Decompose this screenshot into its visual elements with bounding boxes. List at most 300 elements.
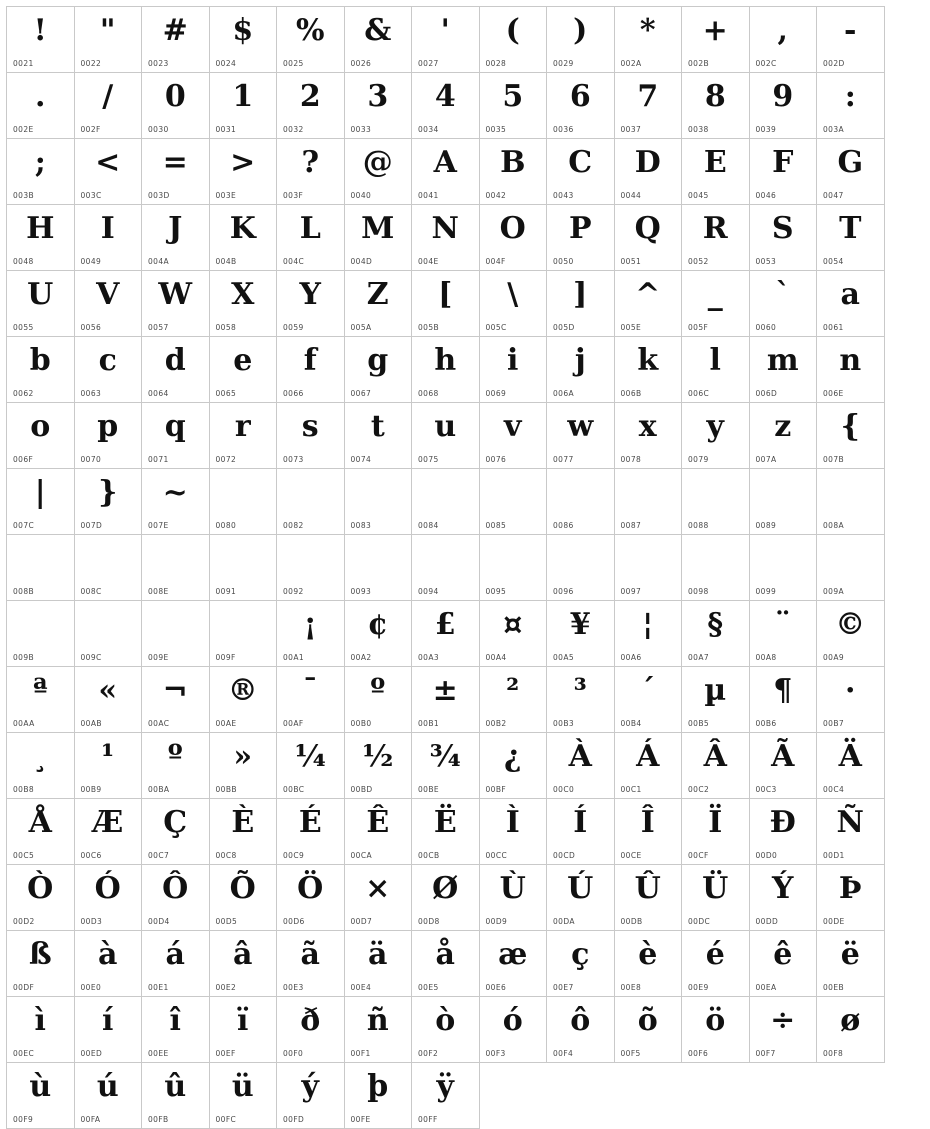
glyph-character: Ã <box>771 739 795 774</box>
glyph-cell[interactable] <box>210 997 278 1063</box>
glyph-codepoint: 0051 <box>620 257 642 266</box>
glyph-character: U <box>27 277 54 312</box>
glyph-codepoint: 00B2 <box>485 719 507 728</box>
glyph-cell[interactable] <box>142 337 210 403</box>
glyph-cell[interactable] <box>682 799 750 865</box>
glyph-cell[interactable] <box>750 271 818 337</box>
glyph-codepoint: 00E8 <box>620 983 642 992</box>
glyph-codepoint: 003A <box>823 125 845 134</box>
glyph-cell[interactable] <box>412 403 480 469</box>
glyph-cell[interactable] <box>345 865 413 931</box>
glyph-cell[interactable] <box>345 205 413 271</box>
glyph-cell[interactable] <box>817 667 885 733</box>
glyph-cell[interactable] <box>345 667 413 733</box>
glyph-character: Ê <box>366 805 390 840</box>
glyph-character: ß <box>28 937 52 972</box>
glyph-cell[interactable] <box>75 667 143 733</box>
glyph-cell[interactable] <box>615 733 683 799</box>
glyph-cell[interactable] <box>615 799 683 865</box>
glyph-cell[interactable] <box>750 139 818 205</box>
glyph-cell[interactable] <box>210 73 278 139</box>
glyph-cell[interactable] <box>480 73 548 139</box>
glyph-codepoint: 005C <box>485 323 507 332</box>
glyph-cell[interactable] <box>817 469 885 535</box>
glyph-character: Ö <box>297 871 324 906</box>
glyph-codepoint: 00B7 <box>823 719 845 728</box>
glyph-cell[interactable] <box>412 469 480 535</box>
glyph-codepoint: 00E4 <box>350 983 372 992</box>
glyph-cell[interactable] <box>345 601 413 667</box>
glyph-character: ¯ <box>302 673 318 708</box>
glyph-codepoint: 00FA <box>80 1115 101 1124</box>
glyph-cell[interactable] <box>615 7 683 73</box>
glyph-cell[interactable] <box>547 73 615 139</box>
glyph-codepoint: 00C9 <box>283 851 305 860</box>
glyph-cell[interactable] <box>817 799 885 865</box>
glyph-character: 3 <box>367 79 389 114</box>
glyph-cell[interactable] <box>7 733 75 799</box>
glyph-cell[interactable] <box>547 139 615 205</box>
glyph-cell[interactable] <box>547 931 615 997</box>
glyph-character: ± <box>432 673 458 708</box>
glyph-codepoint: 0035 <box>485 125 507 134</box>
glyph-cell[interactable] <box>7 139 75 205</box>
glyph-cell[interactable] <box>210 7 278 73</box>
glyph-cell[interactable] <box>817 139 885 205</box>
glyph-cell[interactable] <box>817 271 885 337</box>
glyph-cell[interactable] <box>682 535 750 601</box>
glyph-cell[interactable] <box>412 271 480 337</box>
glyph-cell[interactable] <box>75 205 143 271</box>
glyph-cell[interactable] <box>817 535 885 601</box>
glyph-cell[interactable] <box>142 205 210 271</box>
glyph-character: ã <box>300 937 320 972</box>
glyph-codepoint: 0064 <box>148 389 169 398</box>
glyph-codepoint: 007B <box>823 455 845 464</box>
glyph-codepoint: 0087 <box>620 521 642 530</box>
glyph-cell[interactable] <box>412 73 480 139</box>
glyph-cell[interactable] <box>750 667 818 733</box>
glyph-cell[interactable] <box>750 7 818 73</box>
glyph-cell[interactable] <box>7 931 75 997</box>
glyph-cell[interactable] <box>7 667 75 733</box>
glyph-cell[interactable] <box>615 73 683 139</box>
glyph-cell[interactable] <box>412 931 480 997</box>
glyph-cell[interactable] <box>75 865 143 931</box>
glyph-codepoint: 006B <box>620 389 642 398</box>
glyph-cell[interactable] <box>277 799 345 865</box>
glyph-character: n <box>839 343 862 378</box>
glyph-cell[interactable] <box>75 733 143 799</box>
glyph-cell[interactable] <box>277 73 345 139</box>
glyph-character: ; <box>34 145 46 180</box>
glyph-cell[interactable] <box>345 337 413 403</box>
glyph-cell[interactable] <box>682 601 750 667</box>
glyph-cell[interactable] <box>345 535 413 601</box>
glyph-codepoint: 0032 <box>283 125 304 134</box>
glyph-cell[interactable] <box>75 931 143 997</box>
glyph-character <box>682 471 749 515</box>
glyph-cell[interactable] <box>277 1063 345 1129</box>
glyph-cell[interactable] <box>142 931 210 997</box>
glyph-cell[interactable] <box>615 931 683 997</box>
glyph-cell[interactable] <box>75 403 143 469</box>
glyph-character <box>75 603 142 647</box>
glyph-codepoint: 003D <box>148 191 170 200</box>
glyph-cell[interactable] <box>210 205 278 271</box>
glyph-cell[interactable] <box>682 271 750 337</box>
glyph-codepoint: 0063 <box>80 389 102 398</box>
glyph-character: - <box>844 13 857 48</box>
glyph-cell[interactable] <box>750 469 818 535</box>
glyph-codepoint: 00EA <box>755 983 777 992</box>
glyph-cell[interactable] <box>142 139 210 205</box>
glyph-cell[interactable] <box>412 1063 480 1129</box>
glyph-character: z <box>774 409 792 444</box>
glyph-codepoint: 00BB <box>215 785 237 794</box>
glyph-cell[interactable] <box>817 403 885 469</box>
glyph-cell[interactable] <box>615 469 683 535</box>
glyph-codepoint: 00C8 <box>215 851 237 860</box>
glyph-codepoint: 00EE <box>148 1049 169 1058</box>
glyph-cell[interactable] <box>682 337 750 403</box>
glyph-cell[interactable] <box>7 601 75 667</box>
glyph-cell[interactable] <box>817 733 885 799</box>
glyph-character: I <box>100 211 115 246</box>
glyph-cell[interactable] <box>615 337 683 403</box>
glyph-cell[interactable] <box>142 7 210 73</box>
glyph-cell[interactable] <box>480 535 548 601</box>
glyph-cell[interactable] <box>480 139 548 205</box>
glyph-cell[interactable] <box>210 799 278 865</box>
glyph-cell[interactable] <box>345 469 413 535</box>
glyph-cell[interactable] <box>75 799 143 865</box>
glyph-cell[interactable] <box>750 403 818 469</box>
glyph-cell[interactable] <box>277 7 345 73</box>
glyph-character <box>750 537 817 581</box>
glyph-codepoint: 00CF <box>688 851 709 860</box>
glyph-cell[interactable] <box>750 997 818 1063</box>
glyph-cell[interactable] <box>817 205 885 271</box>
glyph-cell[interactable] <box>547 205 615 271</box>
glyph-codepoint: 0059 <box>283 323 304 332</box>
glyph-character: ¸ <box>32 739 48 774</box>
glyph-cell[interactable] <box>615 535 683 601</box>
glyph-character: ¥ <box>569 607 591 642</box>
glyph-cell[interactable] <box>277 139 345 205</box>
glyph-cell[interactable] <box>750 535 818 601</box>
glyph-cell[interactable] <box>345 139 413 205</box>
glyph-cell[interactable] <box>412 337 480 403</box>
glyph-cell[interactable] <box>615 601 683 667</box>
glyph-cell[interactable] <box>817 865 885 931</box>
glyph-cell[interactable] <box>750 601 818 667</box>
glyph-cell[interactable] <box>7 865 75 931</box>
glyph-cell[interactable] <box>547 997 615 1063</box>
glyph-cell[interactable] <box>277 337 345 403</box>
glyph-codepoint: 009B <box>13 653 35 662</box>
glyph-cell[interactable] <box>7 73 75 139</box>
glyph-character: R <box>702 211 728 246</box>
glyph-cell[interactable] <box>277 667 345 733</box>
glyph-cell[interactable] <box>142 1063 210 1129</box>
glyph-cell[interactable] <box>480 799 548 865</box>
glyph-cell[interactable] <box>750 865 818 931</box>
glyph-character: ì <box>34 1003 46 1038</box>
glyph-codepoint: 009E <box>148 653 169 662</box>
glyph-cell[interactable] <box>75 271 143 337</box>
glyph-character: ñ <box>366 1003 389 1038</box>
glyph-cell[interactable] <box>142 865 210 931</box>
glyph-character: A <box>433 145 457 180</box>
glyph-cell[interactable] <box>210 403 278 469</box>
glyph-cell[interactable] <box>7 469 75 535</box>
glyph-cell[interactable] <box>682 931 750 997</box>
glyph-cell[interactable] <box>277 403 345 469</box>
glyph-cell[interactable] <box>412 7 480 73</box>
glyph-cell[interactable] <box>547 469 615 535</box>
glyph-cell[interactable] <box>210 139 278 205</box>
glyph-cell[interactable] <box>817 601 885 667</box>
glyph-cell[interactable] <box>142 601 210 667</box>
glyph-character: r <box>234 409 251 444</box>
glyph-cell[interactable] <box>682 733 750 799</box>
glyph-cell[interactable] <box>480 403 548 469</box>
glyph-cell[interactable] <box>682 865 750 931</box>
glyph-cell[interactable] <box>817 997 885 1063</box>
glyph-cell[interactable] <box>75 7 143 73</box>
glyph-cell[interactable] <box>480 7 548 73</box>
glyph-cell[interactable] <box>75 535 143 601</box>
glyph-cell[interactable] <box>480 865 548 931</box>
glyph-cell[interactable] <box>210 535 278 601</box>
glyph-cell[interactable] <box>817 7 885 73</box>
glyph-cell[interactable] <box>817 931 885 997</box>
glyph-cell[interactable] <box>7 7 75 73</box>
glyph-character: W <box>158 277 193 312</box>
glyph-cell[interactable] <box>682 469 750 535</box>
glyph-cell[interactable] <box>412 535 480 601</box>
glyph-character: ï <box>237 1003 249 1038</box>
glyph-cell[interactable] <box>75 1063 143 1129</box>
glyph-cell[interactable] <box>142 667 210 733</box>
glyph-cell[interactable] <box>142 997 210 1063</box>
glyph-character: + <box>702 13 728 48</box>
glyph-cell[interactable] <box>210 1063 278 1129</box>
glyph-cell[interactable] <box>345 1063 413 1129</box>
glyph-codepoint: 00E0 <box>80 983 102 992</box>
glyph-cell[interactable] <box>547 865 615 931</box>
glyph-cell[interactable] <box>547 667 615 733</box>
glyph-cell[interactable] <box>412 733 480 799</box>
glyph-character: ÷ <box>770 1003 796 1038</box>
glyph-cell[interactable] <box>277 271 345 337</box>
glyph-cell[interactable] <box>142 733 210 799</box>
glyph-cell[interactable] <box>750 205 818 271</box>
glyph-cell[interactable] <box>682 997 750 1063</box>
glyph-character <box>345 471 412 515</box>
glyph-cell[interactable] <box>142 535 210 601</box>
glyph-cell[interactable] <box>412 205 480 271</box>
glyph-codepoint: 0071 <box>148 455 169 464</box>
glyph-cell[interactable] <box>615 667 683 733</box>
glyph-cell[interactable] <box>480 337 548 403</box>
glyph-cell[interactable] <box>682 73 750 139</box>
glyph-cell[interactable] <box>142 73 210 139</box>
glyph-character: · <box>845 673 856 708</box>
glyph-cell[interactable] <box>210 271 278 337</box>
glyph-cell[interactable] <box>210 601 278 667</box>
glyph-cell[interactable] <box>480 601 548 667</box>
glyph-cell[interactable] <box>547 799 615 865</box>
glyph-cell[interactable] <box>547 271 615 337</box>
glyph-codepoint: 0099 <box>755 587 777 596</box>
glyph-cell[interactable] <box>277 931 345 997</box>
glyph-cell[interactable] <box>750 799 818 865</box>
glyph-character: ^ <box>635 277 661 312</box>
glyph-cell[interactable] <box>480 271 548 337</box>
glyph-cell[interactable] <box>7 997 75 1063</box>
glyph-cell[interactable] <box>7 535 75 601</box>
glyph-codepoint: 0027 <box>418 59 439 68</box>
glyph-codepoint: 0085 <box>485 521 507 530</box>
glyph-cell[interactable] <box>547 7 615 73</box>
glyph-cell[interactable] <box>817 337 885 403</box>
glyph-cell[interactable] <box>142 403 210 469</box>
glyph-cell[interactable] <box>480 469 548 535</box>
glyph-cell[interactable] <box>7 799 75 865</box>
glyph-cell[interactable] <box>7 271 75 337</box>
glyph-cell[interactable] <box>615 271 683 337</box>
glyph-character: ! <box>33 13 47 48</box>
glyph-cell[interactable] <box>210 931 278 997</box>
glyph-cell[interactable] <box>615 139 683 205</box>
glyph-cell[interactable] <box>412 799 480 865</box>
glyph-cell[interactable] <box>412 865 480 931</box>
glyph-cell[interactable] <box>75 601 143 667</box>
glyph-cell[interactable] <box>345 733 413 799</box>
glyph-cell[interactable] <box>277 535 345 601</box>
glyph-cell[interactable] <box>547 403 615 469</box>
glyph-cell[interactable] <box>345 403 413 469</box>
glyph-cell[interactable] <box>547 535 615 601</box>
glyph-cell[interactable] <box>750 931 818 997</box>
glyph-cell[interactable] <box>345 7 413 73</box>
glyph-cell[interactable] <box>7 1063 75 1129</box>
glyph-cell[interactable] <box>547 733 615 799</box>
glyph-character: Ñ <box>836 805 864 840</box>
glyph-cell[interactable] <box>547 337 615 403</box>
glyph-codepoint: 0092 <box>283 587 304 596</box>
glyph-cell[interactable] <box>7 337 75 403</box>
glyph-cell[interactable] <box>682 7 750 73</box>
glyph-cell[interactable] <box>75 337 143 403</box>
glyph-cell[interactable] <box>210 469 278 535</box>
glyph-character: " <box>99 13 116 48</box>
glyph-cell[interactable] <box>345 799 413 865</box>
glyph-cell[interactable] <box>412 997 480 1063</box>
glyph-cell[interactable] <box>480 997 548 1063</box>
glyph-cell[interactable] <box>7 205 75 271</box>
glyph-cell[interactable] <box>7 403 75 469</box>
glyph-codepoint: 00DB <box>620 917 643 926</box>
glyph-cell[interactable] <box>547 601 615 667</box>
glyph-cell[interactable] <box>480 205 548 271</box>
glyph-cell[interactable] <box>75 73 143 139</box>
glyph-codepoint: 00D5 <box>215 917 238 926</box>
glyph-cell[interactable] <box>750 733 818 799</box>
glyph-cell[interactable] <box>277 205 345 271</box>
glyph-cell[interactable] <box>277 469 345 535</box>
glyph-cell[interactable] <box>682 667 750 733</box>
glyph-cell[interactable] <box>682 139 750 205</box>
glyph-cell[interactable] <box>412 601 480 667</box>
glyph-codepoint: 00F5 <box>620 1049 641 1058</box>
glyph-codepoint: 00A9 <box>823 653 845 662</box>
glyph-character: / <box>102 79 114 114</box>
glyph-character: G <box>837 145 864 180</box>
glyph-cell[interactable] <box>345 931 413 997</box>
glyph-character: Ù <box>499 871 526 906</box>
glyph-cell[interactable] <box>480 931 548 997</box>
glyph-character <box>750 471 817 515</box>
glyph-cell[interactable] <box>750 73 818 139</box>
glyph-cell[interactable] <box>210 667 278 733</box>
glyph-cell[interactable] <box>345 73 413 139</box>
glyph-cell[interactable] <box>75 997 143 1063</box>
glyph-cell[interactable] <box>682 403 750 469</box>
glyph-cell[interactable] <box>210 733 278 799</box>
glyph-cell[interactable] <box>277 997 345 1063</box>
glyph-cell[interactable] <box>615 865 683 931</box>
glyph-cell[interactable] <box>277 601 345 667</box>
glyph-codepoint: 0049 <box>80 257 102 266</box>
glyph-character <box>412 537 479 581</box>
glyph-cell[interactable] <box>682 205 750 271</box>
glyph-cell[interactable] <box>750 337 818 403</box>
glyph-character: µ <box>704 673 727 708</box>
glyph-character <box>210 471 277 515</box>
glyph-codepoint: 006F <box>13 455 34 464</box>
glyph-cell[interactable] <box>142 271 210 337</box>
glyph-cell[interactable] <box>210 337 278 403</box>
glyph-codepoint: 00A2 <box>350 653 372 662</box>
glyph-codepoint: 00C0 <box>553 785 575 794</box>
glyph-cell[interactable] <box>615 403 683 469</box>
glyph-cell[interactable] <box>615 205 683 271</box>
glyph-cell[interactable] <box>210 865 278 931</box>
glyph-codepoint: 00C7 <box>148 851 170 860</box>
glyph-cell[interactable] <box>345 271 413 337</box>
glyph-cell[interactable] <box>75 139 143 205</box>
glyph-cell[interactable] <box>412 139 480 205</box>
glyph-cell[interactable] <box>817 73 885 139</box>
glyph-cell[interactable] <box>142 469 210 535</box>
glyph-cell[interactable] <box>345 997 413 1063</box>
glyph-cell[interactable] <box>277 733 345 799</box>
glyph-codepoint: 00D0 <box>755 851 778 860</box>
glyph-cell[interactable] <box>277 865 345 931</box>
glyph-cell[interactable] <box>615 997 683 1063</box>
glyph-codepoint: 00CA <box>350 851 373 860</box>
glyph-cell[interactable] <box>412 667 480 733</box>
glyph-cell[interactable] <box>142 799 210 865</box>
glyph-codepoint: 0022 <box>80 59 102 68</box>
glyph-codepoint: 0030 <box>148 125 169 134</box>
glyph-cell[interactable] <box>75 469 143 535</box>
glyph-cell[interactable] <box>480 667 548 733</box>
glyph-cell[interactable] <box>480 733 548 799</box>
